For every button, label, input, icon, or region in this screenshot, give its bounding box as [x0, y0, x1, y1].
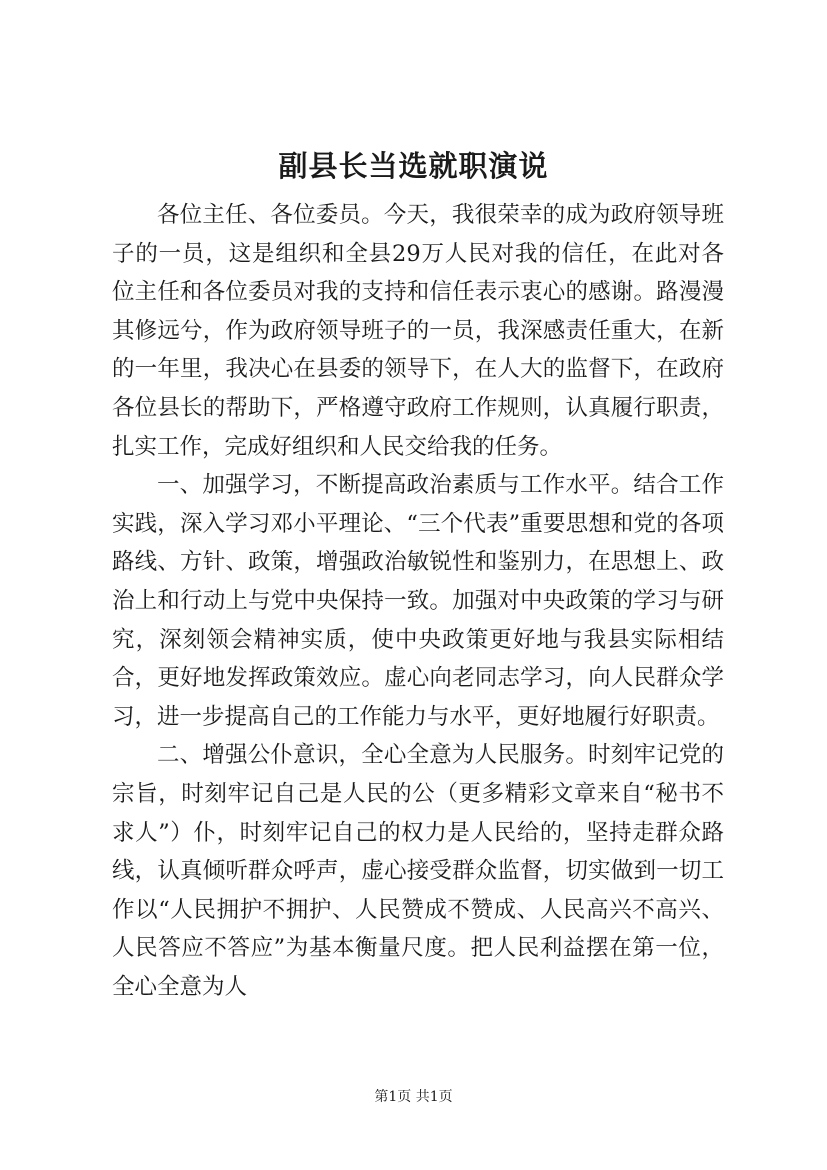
- document-body: [112, 196, 724, 1006]
- page-footer: 第1页 共1页: [374, 1089, 453, 1105]
- paragraph-service: 二、增强公仆意识，全心全意为人民服务。时刻牢记党的宗旨，时刻牢记自己是人民的公（更多精彩文章来自“秘书不求人”）仆，时刻牢记自己的权力是人民给的，坚持走群众路线，认真倾听群众呼声，虚心接受群众监督，切实做到一切工作以“人民拥护不拥护、人民赞成不赞成、人民高兴不高兴、人民答应不答应”为基本衡量尺度。把人民利益摆在第一位，全心全意为人: [112, 742, 724, 1000]
- document-title: 副县长当选就职演说: [278, 149, 549, 183]
- paragraph-intro: 各位主任、各位委员。今天，我很荣幸的成为政府领导班子的一员，这是组织和全县29万人民对我的信任，在此对各位主任和各位委员对我的支持和信任表示衷心的感谢。路漫漫其修远兮，作为政府领导班子的一员，我深感责任重大，在新的一年里，我决心在县委的领导下，在人大的监督下，在政府各位县长的帮助下，严格遵守政府工作规则，认真履行职责，扎实工作，完成好组织和人民交给我的任务。: [112, 202, 724, 460]
- paragraph-study: 一、加强学习，不断提高政治素质与工作水平。结合工作实践，深入学习邓小平理论、“三个代表”重要思想和党的各项路线、方针、政策，增强政治敏锐性和鉴别力，在思想上、政治上和行动上与党中央保持一致。加强对中央政策的学习与研究，深刻领会精神实质，使中央政策更好地与我县实际相结合，更好地发挥政策效应。虚心向老同志学习，向人民群众学习，进一步提高自己的工作能力与水平，更好地履行好职责。: [112, 472, 724, 730]
